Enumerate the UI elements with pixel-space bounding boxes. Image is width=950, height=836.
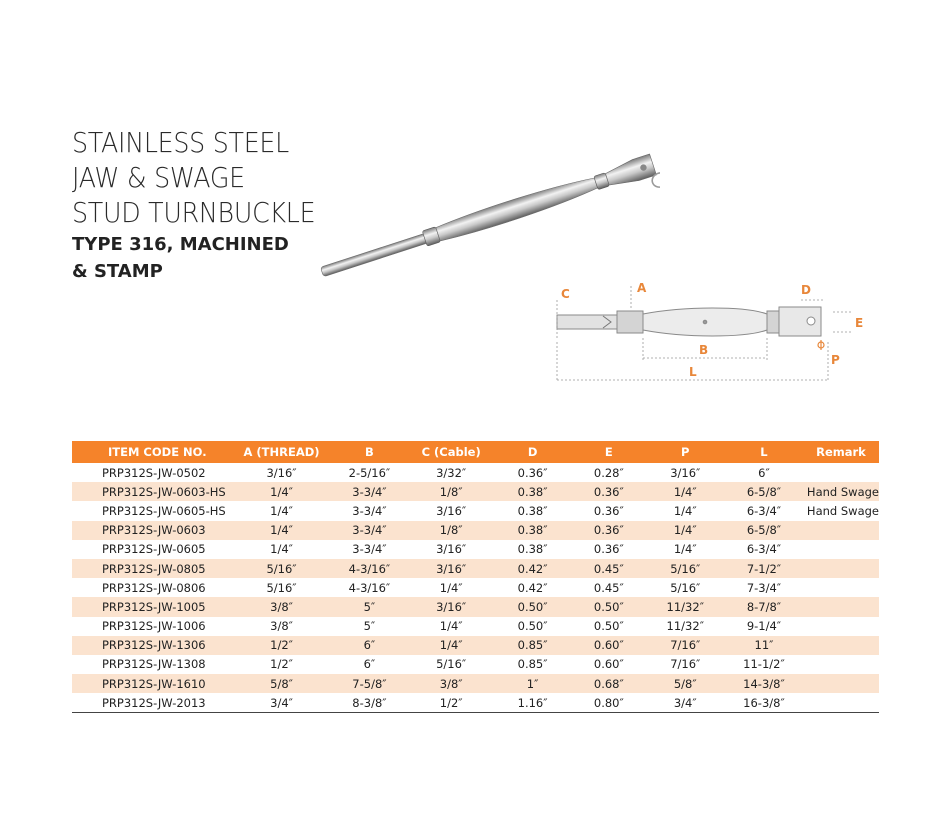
cell-e: 0.36″ bbox=[572, 521, 645, 540]
cell-d: 0.36″ bbox=[517, 465, 548, 480]
cell-d: 1.16″ bbox=[493, 693, 572, 713]
cell-d: 0.42″ bbox=[493, 559, 572, 578]
cell-item-code: PRP312S-JW-1610 bbox=[72, 674, 234, 693]
cell-c-cable: 3/16″ bbox=[409, 559, 493, 578]
cell-remark: Hand Swage bbox=[803, 482, 879, 501]
table-body bbox=[72, 463, 879, 713]
cell-a-thread: 5/8″ bbox=[234, 674, 330, 693]
cell-l: 11″ bbox=[725, 636, 803, 655]
cell-l: 16-3/8″ bbox=[725, 693, 803, 713]
cell-p: 11/32″ bbox=[666, 619, 704, 634]
cell-item-code: PRP312S-JW-1006 bbox=[102, 619, 206, 634]
cell-p: 1/4″ bbox=[646, 521, 725, 540]
spec-table bbox=[72, 441, 879, 713]
cell-e: 0.60″ bbox=[593, 657, 624, 672]
table-row bbox=[72, 559, 879, 578]
cell-remark bbox=[803, 521, 879, 540]
cell-item-code: PRP312S-JW-0605-HS bbox=[102, 503, 226, 518]
cell-d: 0.38″ bbox=[493, 482, 572, 501]
col-header-p: P bbox=[646, 441, 725, 463]
table-row bbox=[72, 597, 879, 616]
table-row bbox=[72, 693, 879, 713]
dim-label-a: A bbox=[637, 281, 647, 295]
cell-p: 5/8″ bbox=[646, 674, 725, 693]
cell-e: 0.68″ bbox=[572, 674, 645, 693]
cell-c-cable: 1/4″ bbox=[409, 636, 493, 655]
cell-d: 0.42″ bbox=[517, 580, 548, 595]
subtitle-line-1: TYPE 316, MACHINED bbox=[72, 234, 289, 255]
dim-label-c: C bbox=[561, 287, 570, 301]
cell-b: 3-3/4″ bbox=[352, 542, 387, 557]
turnbuckle-outline bbox=[557, 307, 821, 336]
dim-label-l: L bbox=[689, 365, 697, 379]
dim-label-p: P bbox=[831, 353, 840, 367]
cell-l: 6-5/8″ bbox=[725, 482, 803, 501]
subtitle-line-2: & STAMP bbox=[72, 261, 163, 282]
dim-label-b: B bbox=[699, 343, 709, 357]
cell-item-code: PRP312S-JW-0502 bbox=[102, 465, 206, 480]
cell-c-cable: 3/16″ bbox=[436, 503, 467, 518]
title-line-2: JAW & SWAGE bbox=[72, 162, 245, 194]
cell-e: 0.50″ bbox=[593, 619, 624, 634]
cell-d: 0.50″ bbox=[493, 597, 572, 616]
cell-l: 6-3/4″ bbox=[746, 503, 782, 518]
cell-b: 2-5/16″ bbox=[348, 465, 391, 480]
cell-e: 0.45″ bbox=[593, 580, 624, 595]
cell-a-thread: 3/8″ bbox=[234, 597, 330, 616]
cell-a-thread: 1/4″ bbox=[234, 521, 330, 540]
col-header-e: E bbox=[572, 441, 645, 463]
cell-b: 8-3/8″ bbox=[330, 693, 410, 713]
cell-item-code: PRP312S-JW-0603 bbox=[72, 521, 234, 540]
cell-d: 0.85″ bbox=[493, 636, 572, 655]
table-row bbox=[72, 617, 879, 636]
table-row bbox=[72, 521, 879, 540]
cell-b: 4-3/16″ bbox=[348, 580, 391, 595]
cell-l: 7-3/4″ bbox=[746, 580, 782, 595]
cell-b: 7-5/8″ bbox=[330, 674, 410, 693]
cell-c-cable: 3/8″ bbox=[409, 674, 493, 693]
cell-l: 6″ bbox=[758, 465, 770, 480]
cell-p: 1/4″ bbox=[673, 542, 697, 557]
table-header-row bbox=[72, 441, 879, 463]
cell-d: 0.38″ bbox=[517, 542, 548, 557]
cell-b: 3-3/4″ bbox=[330, 482, 410, 501]
cell-remark bbox=[803, 559, 879, 578]
table-row bbox=[72, 540, 879, 559]
cell-b: 4-3/16″ bbox=[330, 559, 410, 578]
cell-a-thread: 1/4″ bbox=[270, 542, 293, 557]
cell-p: 5/16″ bbox=[670, 580, 701, 595]
cell-b: 6″ bbox=[363, 657, 376, 672]
cell-a-thread: 3/8″ bbox=[270, 619, 293, 634]
cell-e: 0.60″ bbox=[572, 636, 645, 655]
cell-d: 1″ bbox=[493, 674, 572, 693]
cell-item-code: PRP312S-JW-1306 bbox=[72, 636, 234, 655]
cell-remark bbox=[803, 693, 879, 713]
table-row bbox=[72, 463, 879, 482]
cell-d: 0.85″ bbox=[517, 657, 548, 672]
cell-b: 5″ bbox=[363, 619, 376, 634]
cell-remark bbox=[803, 636, 879, 655]
cell-a-thread: 5/16″ bbox=[266, 580, 297, 595]
title-block bbox=[72, 126, 336, 285]
cell-p: 7/16″ bbox=[646, 636, 725, 655]
col-header-item-code: ITEM CODE NO. bbox=[72, 441, 234, 463]
cell-e: 0.80″ bbox=[572, 693, 645, 713]
cell-remark bbox=[803, 674, 879, 693]
cell-c-cable: 1/4″ bbox=[439, 619, 463, 634]
cell-e: 0.36″ bbox=[572, 482, 645, 501]
cell-a-thread: 1/2″ bbox=[234, 636, 330, 655]
cell-l: 7-1/2″ bbox=[725, 559, 803, 578]
dimension-diagram bbox=[545, 278, 875, 398]
cell-l: 14-3/8″ bbox=[725, 674, 803, 693]
cell-p: 1/4″ bbox=[646, 482, 725, 501]
cell-b: 6″ bbox=[330, 636, 410, 655]
cell-remark bbox=[803, 655, 879, 674]
cell-p: 11/32″ bbox=[646, 597, 725, 616]
cell-item-code: PRP312S-JW-1308 bbox=[102, 657, 206, 672]
cell-item-code: PRP312S-JW-0805 bbox=[72, 559, 234, 578]
cell-c-cable: 5/16″ bbox=[436, 657, 467, 672]
cell-remark bbox=[803, 463, 879, 482]
turnbuckle-photo bbox=[300, 150, 660, 290]
cell-item-code: PRP312S-JW-0605 bbox=[102, 542, 206, 557]
cell-p: 5/16″ bbox=[646, 559, 725, 578]
col-header-d: D bbox=[493, 441, 572, 463]
cell-e: 0.28″ bbox=[593, 465, 624, 480]
cell-remark bbox=[803, 617, 879, 636]
cell-b: 3-3/4″ bbox=[330, 521, 410, 540]
table-row bbox=[72, 501, 879, 520]
cell-c-cable: 3/32″ bbox=[436, 465, 467, 480]
cell-remark bbox=[803, 578, 879, 597]
cell-e: 0.50″ bbox=[572, 597, 645, 616]
dim-label-d: D bbox=[801, 283, 811, 297]
cell-p: 3/4″ bbox=[646, 693, 725, 713]
cell-item-code: PRP312S-JW-0603-HS bbox=[72, 482, 234, 501]
cell-a-thread: 3/16″ bbox=[266, 465, 297, 480]
cell-l: 11-1/2″ bbox=[743, 657, 785, 672]
col-header-b: B bbox=[330, 441, 410, 463]
cell-l: 9-1/4″ bbox=[746, 619, 782, 634]
table-row bbox=[72, 674, 879, 693]
table-row bbox=[72, 578, 879, 597]
cell-l: 8-7/8″ bbox=[725, 597, 803, 616]
cell-remark bbox=[803, 540, 879, 559]
col-header-a-thread: A (THREAD) bbox=[234, 441, 330, 463]
cell-d: 0.50″ bbox=[517, 619, 548, 634]
cell-e: 0.45″ bbox=[572, 559, 645, 578]
cell-c-cable: 1/4″ bbox=[439, 580, 463, 595]
col-header-c-cable: C (Cable) bbox=[409, 441, 493, 463]
cell-item-code: PRP312S-JW-1005 bbox=[72, 597, 234, 616]
cell-b: 5″ bbox=[330, 597, 410, 616]
cell-c-cable: 1/8″ bbox=[409, 482, 493, 501]
table-row bbox=[72, 636, 879, 655]
cell-a-thread: 1/4″ bbox=[234, 482, 330, 501]
cell-item-code: PRP312S-JW-0806 bbox=[102, 580, 206, 595]
cell-a-thread: 5/16″ bbox=[234, 559, 330, 578]
table-row bbox=[72, 482, 879, 501]
cell-p: 7/16″ bbox=[670, 657, 701, 672]
cell-item-code: PRP312S-JW-2013 bbox=[72, 693, 234, 713]
cell-a-thread: 1/2″ bbox=[270, 657, 293, 672]
cell-d: 0.38″ bbox=[493, 521, 572, 540]
cell-remark bbox=[803, 597, 879, 616]
col-header-remark: Remark bbox=[803, 441, 879, 463]
cell-c-cable: 3/16″ bbox=[409, 597, 493, 616]
cell-p: 1/4″ bbox=[673, 503, 697, 518]
col-header-l: L bbox=[725, 441, 803, 463]
cell-a-thread: 3/4″ bbox=[234, 693, 330, 713]
cell-e: 0.36″ bbox=[593, 542, 624, 557]
title-line-3: STUD TURNBUCKLE bbox=[72, 197, 316, 229]
cell-d: 0.38″ bbox=[517, 503, 548, 518]
cell-e: 0.36″ bbox=[593, 503, 624, 518]
cell-c-cable: 3/16″ bbox=[436, 542, 467, 557]
cell-c-cable: 1/2″ bbox=[409, 693, 493, 713]
cell-p: 3/16″ bbox=[670, 465, 701, 480]
dim-label-e: E bbox=[855, 316, 864, 330]
cell-b: 3-3/4″ bbox=[352, 503, 387, 518]
cell-c-cable: 1/8″ bbox=[409, 521, 493, 540]
cell-remark: Hand Swage bbox=[806, 503, 879, 518]
cell-l: 6-5/8″ bbox=[725, 521, 803, 540]
cell-l: 6-3/4″ bbox=[746, 542, 782, 557]
table-row bbox=[72, 655, 879, 674]
cell-a-thread: 1/4″ bbox=[270, 503, 293, 518]
title-line-1: STAINLESS STEEL bbox=[72, 127, 289, 159]
